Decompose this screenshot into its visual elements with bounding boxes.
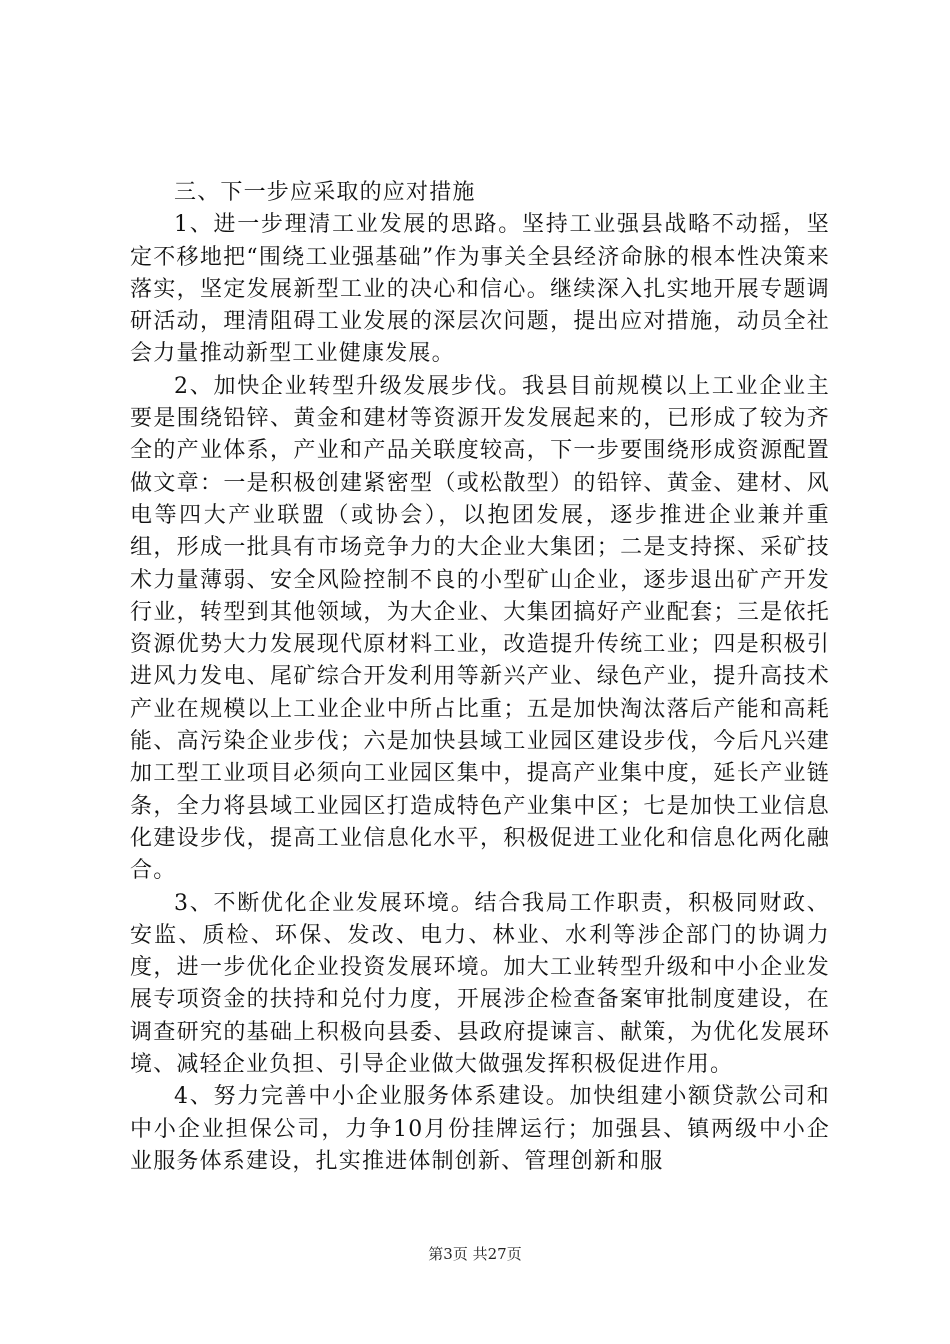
document-body (130, 177, 830, 1178)
paragraph-1: 1、进一步理清工业发展的思路。坚持工业强县战略不动摇，坚定不移地把“围绕工业强基础”作为事关全县经济命脉的根本性决策来落实，坚定发展新型工业的决心和信心。继续深入扎实地开展专题调研活动，理清阻碍工业发展的深层次问题，提出应对措施，动员全社会力量推动新型工业健康发展。 (130, 212, 830, 367)
paragraph-3: 3、不断优化企业发展环境。结合我局工作职责，积极同财政、安监、质检、环保、发改、电力、林业、水利等涉企部门的协调力度，进一步优化企业投资发展环境。加大工业转型升级和中小企业发展专项资金的扶持和兑付力度，开展涉企检查备案审批制度建设，在调查研究的基础上积极向县委、县政府提谏言、献策，为优化发展环境、减轻企业负担、引导企业做大做强发挥积极促进作用。 (130, 890, 830, 1078)
paragraph-2: 2、加快企业转型升级发展步伐。我县目前规模以上工业企业主要是围绕铅锌、黄金和建材等资源开发发展起来的，已形成了较为齐全的产业体系，产业和产品关联度较高，下一步要围绕形成资源配置做文章：一是积极创建紧密型（或松散型）的铅锌、黄金、建材、风电等四大产业联盟（或协会），以抱团发展，逐步推进企业兼并重组，形成一批具有市场竞争力的大企业大集团；二是支持探、采矿技术力量薄弱、安全风险控制不良的小型矿山企业，逐步退出矿产开发行业，转型到其他领域，为大企业、大集团搞好产业配套；三是依托资源优势大力发展现代原材料工业，改造提升传统工业；四是积极引进风力发电、尾矿综合开发利用等新兴产业、绿色产业，提升高技术产业在规模以上工业企业中所占比重；五是加快淘汰落后产能和高耗能、高污染企业步伐；六是加快县域工业园区建设步伐，今后凡兴建加工型工业项目必须向工业园区集中，提高产业集中度，延长产业链条，全力将县域工业园区打造成特色产业集中区；七是加快工业信息化建设步伐，提高工业信息化水平，积极促进工业化和信息化两化融合。 (130, 373, 830, 884)
section-heading: 三、下一步应采取的应对措施 (174, 180, 476, 205)
paragraph-4: 4、努力完善中小企业服务体系建设。加快组建小额贷款公司和中小企业担保公司，力争10月份挂牌运行；加强县、镇两级中小企业服务体系建设，扎实推进体制创新、管理创新和服 (130, 1084, 830, 1174)
page-number-label: 第3页 共27页 (428, 1245, 522, 1263)
page-footer (0, 1243, 950, 1264)
